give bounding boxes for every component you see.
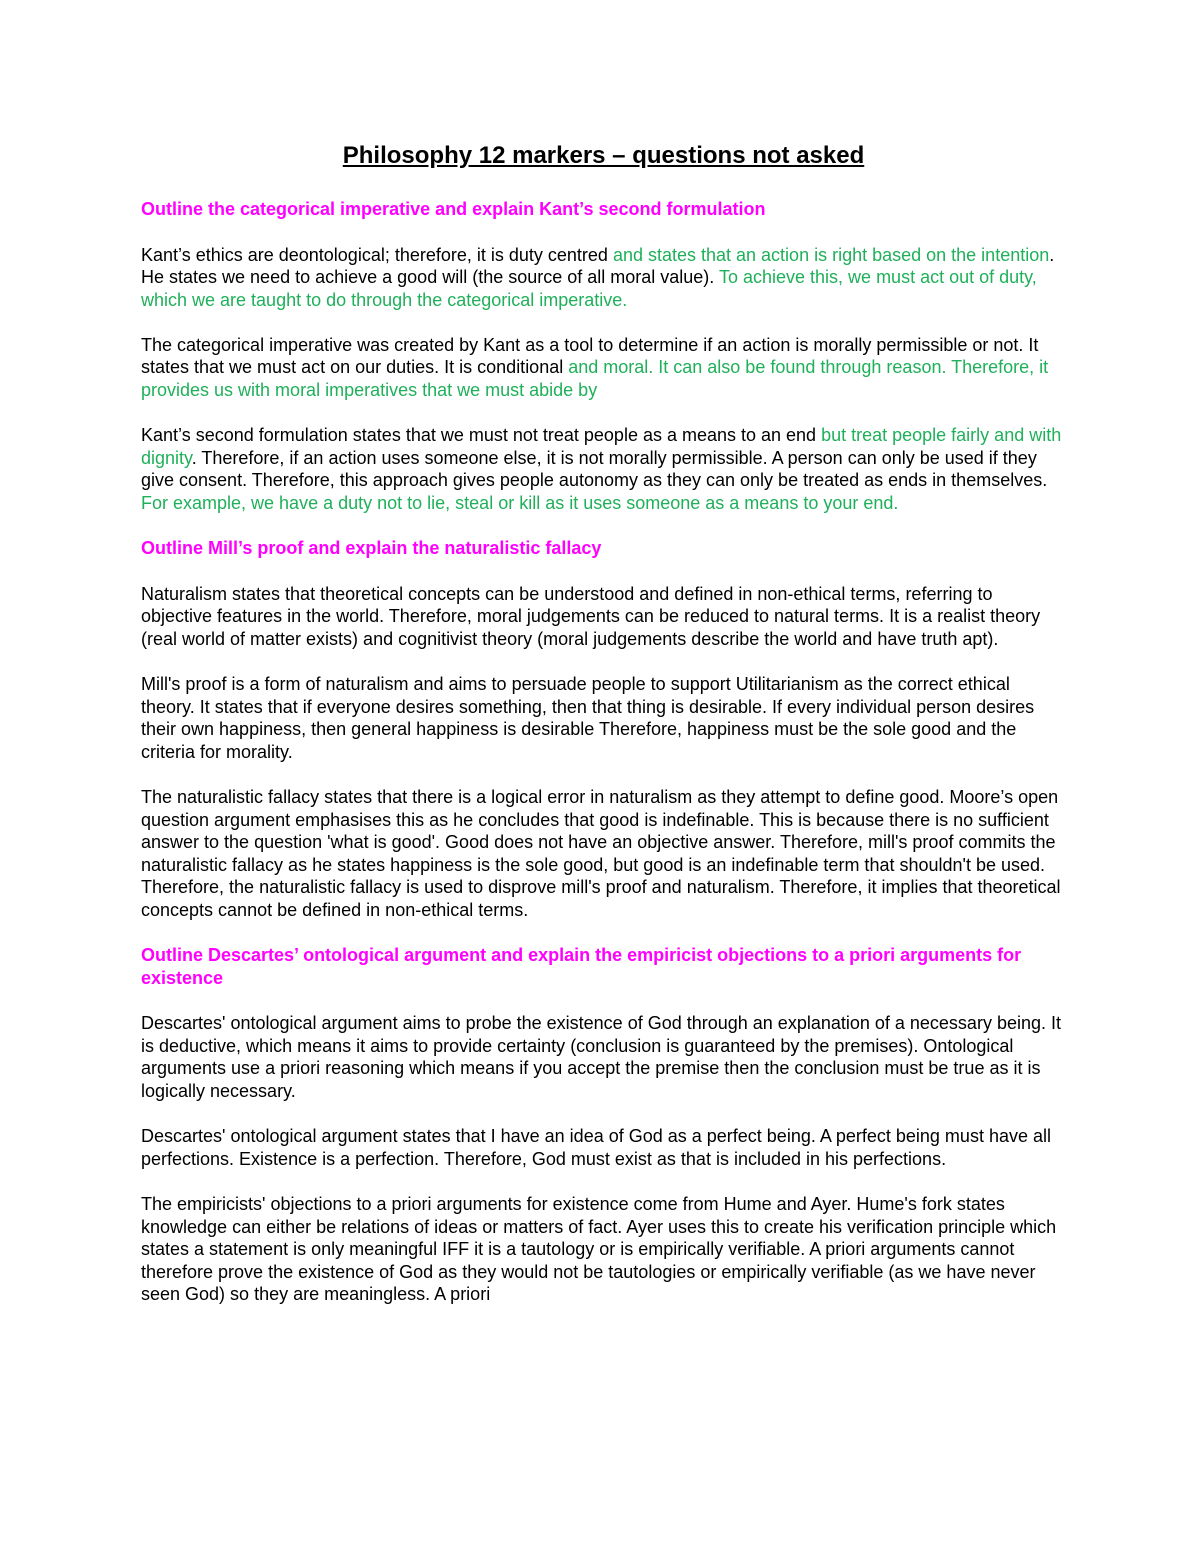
highlighted-text-run: but treat people fairly and with dignity: [141, 425, 1062, 468]
highlighted-text-run: To achieve this, we must act out of duty, which we are taught to do through the categorical imperative.: [141, 267, 1037, 310]
text-run: Descartes' ontological argument aims to probe the existence of God through an explanation of a necessary being. It is deductive, which means it aims to provide certainty (conclusion is guaranteed by the premises). Ontological arguments use a priori reasoning which means if you accept the premise then the conclusion must be true as it is logically necessary.: [141, 1013, 1061, 1101]
text-run: Descartes' ontological argument states that I have an idea of God as a perfect being. A perfect being must have all perfections. Existence is a perfection. Therefore, God must exist as that is included in his perfections.: [141, 1126, 1051, 1169]
body-paragraph: [141, 583, 1066, 651]
highlighted-text-run: and states that an action is right based on the intention: [612, 244, 1050, 265]
body-paragraph: [141, 673, 1066, 763]
text-run: The empiricists' objections to a priori arguments for existence come from Hume and Ayer. Hume's fork states knowledge can either be relations of ideas or matters of fact. Ayer uses this to create his verification principle which states a statement is only meaningful IFF it is a tautology or is empirically verifiable. A priori arguments cannot therefore prove the existence of God as they would not be tautologies or empirically verifiable (as we have never seen God) so they are meaningless. A priori: [141, 1193, 1057, 1305]
text-run: The categorical imperative was created by Kant as a tool to determine if an action is morally permissible or not. It states that we must act on our duties. It is conditional: [141, 334, 1039, 378]
body-paragraph: [141, 424, 1066, 514]
document-body: [141, 198, 1066, 1306]
body-paragraph: [141, 334, 1066, 402]
body-paragraph: [141, 244, 1066, 312]
highlighted-text-run: For example, we have a duty not to lie, steal or kill as it uses someone as a means to your end.: [141, 493, 899, 514]
text-run: Naturalism states that theoretical concepts can be understood and defined in non-ethical terms, referring to objective features in the world. Therefore, moral judgements can be reduced to natural terms. It is a realist theory (real world of matter exists) and cognitivist theory (moral judgements describe the world and have truth apt).: [141, 583, 1041, 649]
text-run: The naturalistic fallacy states that there is a logical error in naturalism as they attempt to define good. Moore’s open question argument emphasises this as he concludes that good is indefinable. This is because there is no sufficient answer to the question 'what is good'. Good does not have an objective answer. Therefore, mill's proof commits the naturalistic fallacy as he states happiness is the sole good, but good is an indefinable term that shouldn't be used. Therefore, the naturalistic fallacy is used to disprove mill's proof and naturalism. Therefore, it implies that theoretical concepts cannot be defined in non-ethical terms.: [141, 787, 1061, 921]
body-paragraph: [141, 1193, 1066, 1306]
section-2: [141, 537, 1066, 921]
text-run: Kant’s ethics are deontological; therefore, it is duty centred: [141, 244, 613, 265]
section-heading: Outline Descartes’ ontological argument and explain the empiricist objections to a priori arguments for existence: [141, 945, 1022, 988]
text-run: Mill's proof is a form of naturalism and aims to persuade people to support Utilitarianism as the correct ethical theory. It states that if everyone desires something, then that thing is desirable. If every individual person desires their own happiness, then general happiness is desirable Therefore, happiness must be the sole good and the criteria for morality.: [141, 674, 1035, 762]
section-heading: Outline Mill’s proof and explain the naturalistic fallacy: [141, 538, 602, 559]
document-title: Philosophy 12 markers – questions not asked: [342, 142, 865, 169]
body-paragraph: [141, 1125, 1066, 1170]
body-paragraph: [141, 786, 1066, 922]
section-1: [141, 198, 1066, 515]
highlighted-text-run: and moral. It can also be found through reason. Therefore, it provides us with moral imperatives that we must abide by: [141, 357, 1049, 401]
section-heading: Outline the categorical imperative and explain Kant’s second formulation: [141, 199, 766, 219]
text-run: . Therefore, if an action uses someone else, it is not morally permissible. A person can only be used if they give consent. Therefore, this approach gives people autonomy as they can only be treated as ends in themselves.: [141, 447, 1048, 491]
section-3: [141, 944, 1066, 1306]
text-run: . He states we need to achieve a good will (the source of all moral value).: [141, 244, 1055, 288]
document-page: [141, 140, 1066, 1329]
body-paragraph: [141, 1012, 1066, 1102]
text-run: Kant’s second formulation states that we must not treat people as a means to an end: [141, 425, 822, 446]
